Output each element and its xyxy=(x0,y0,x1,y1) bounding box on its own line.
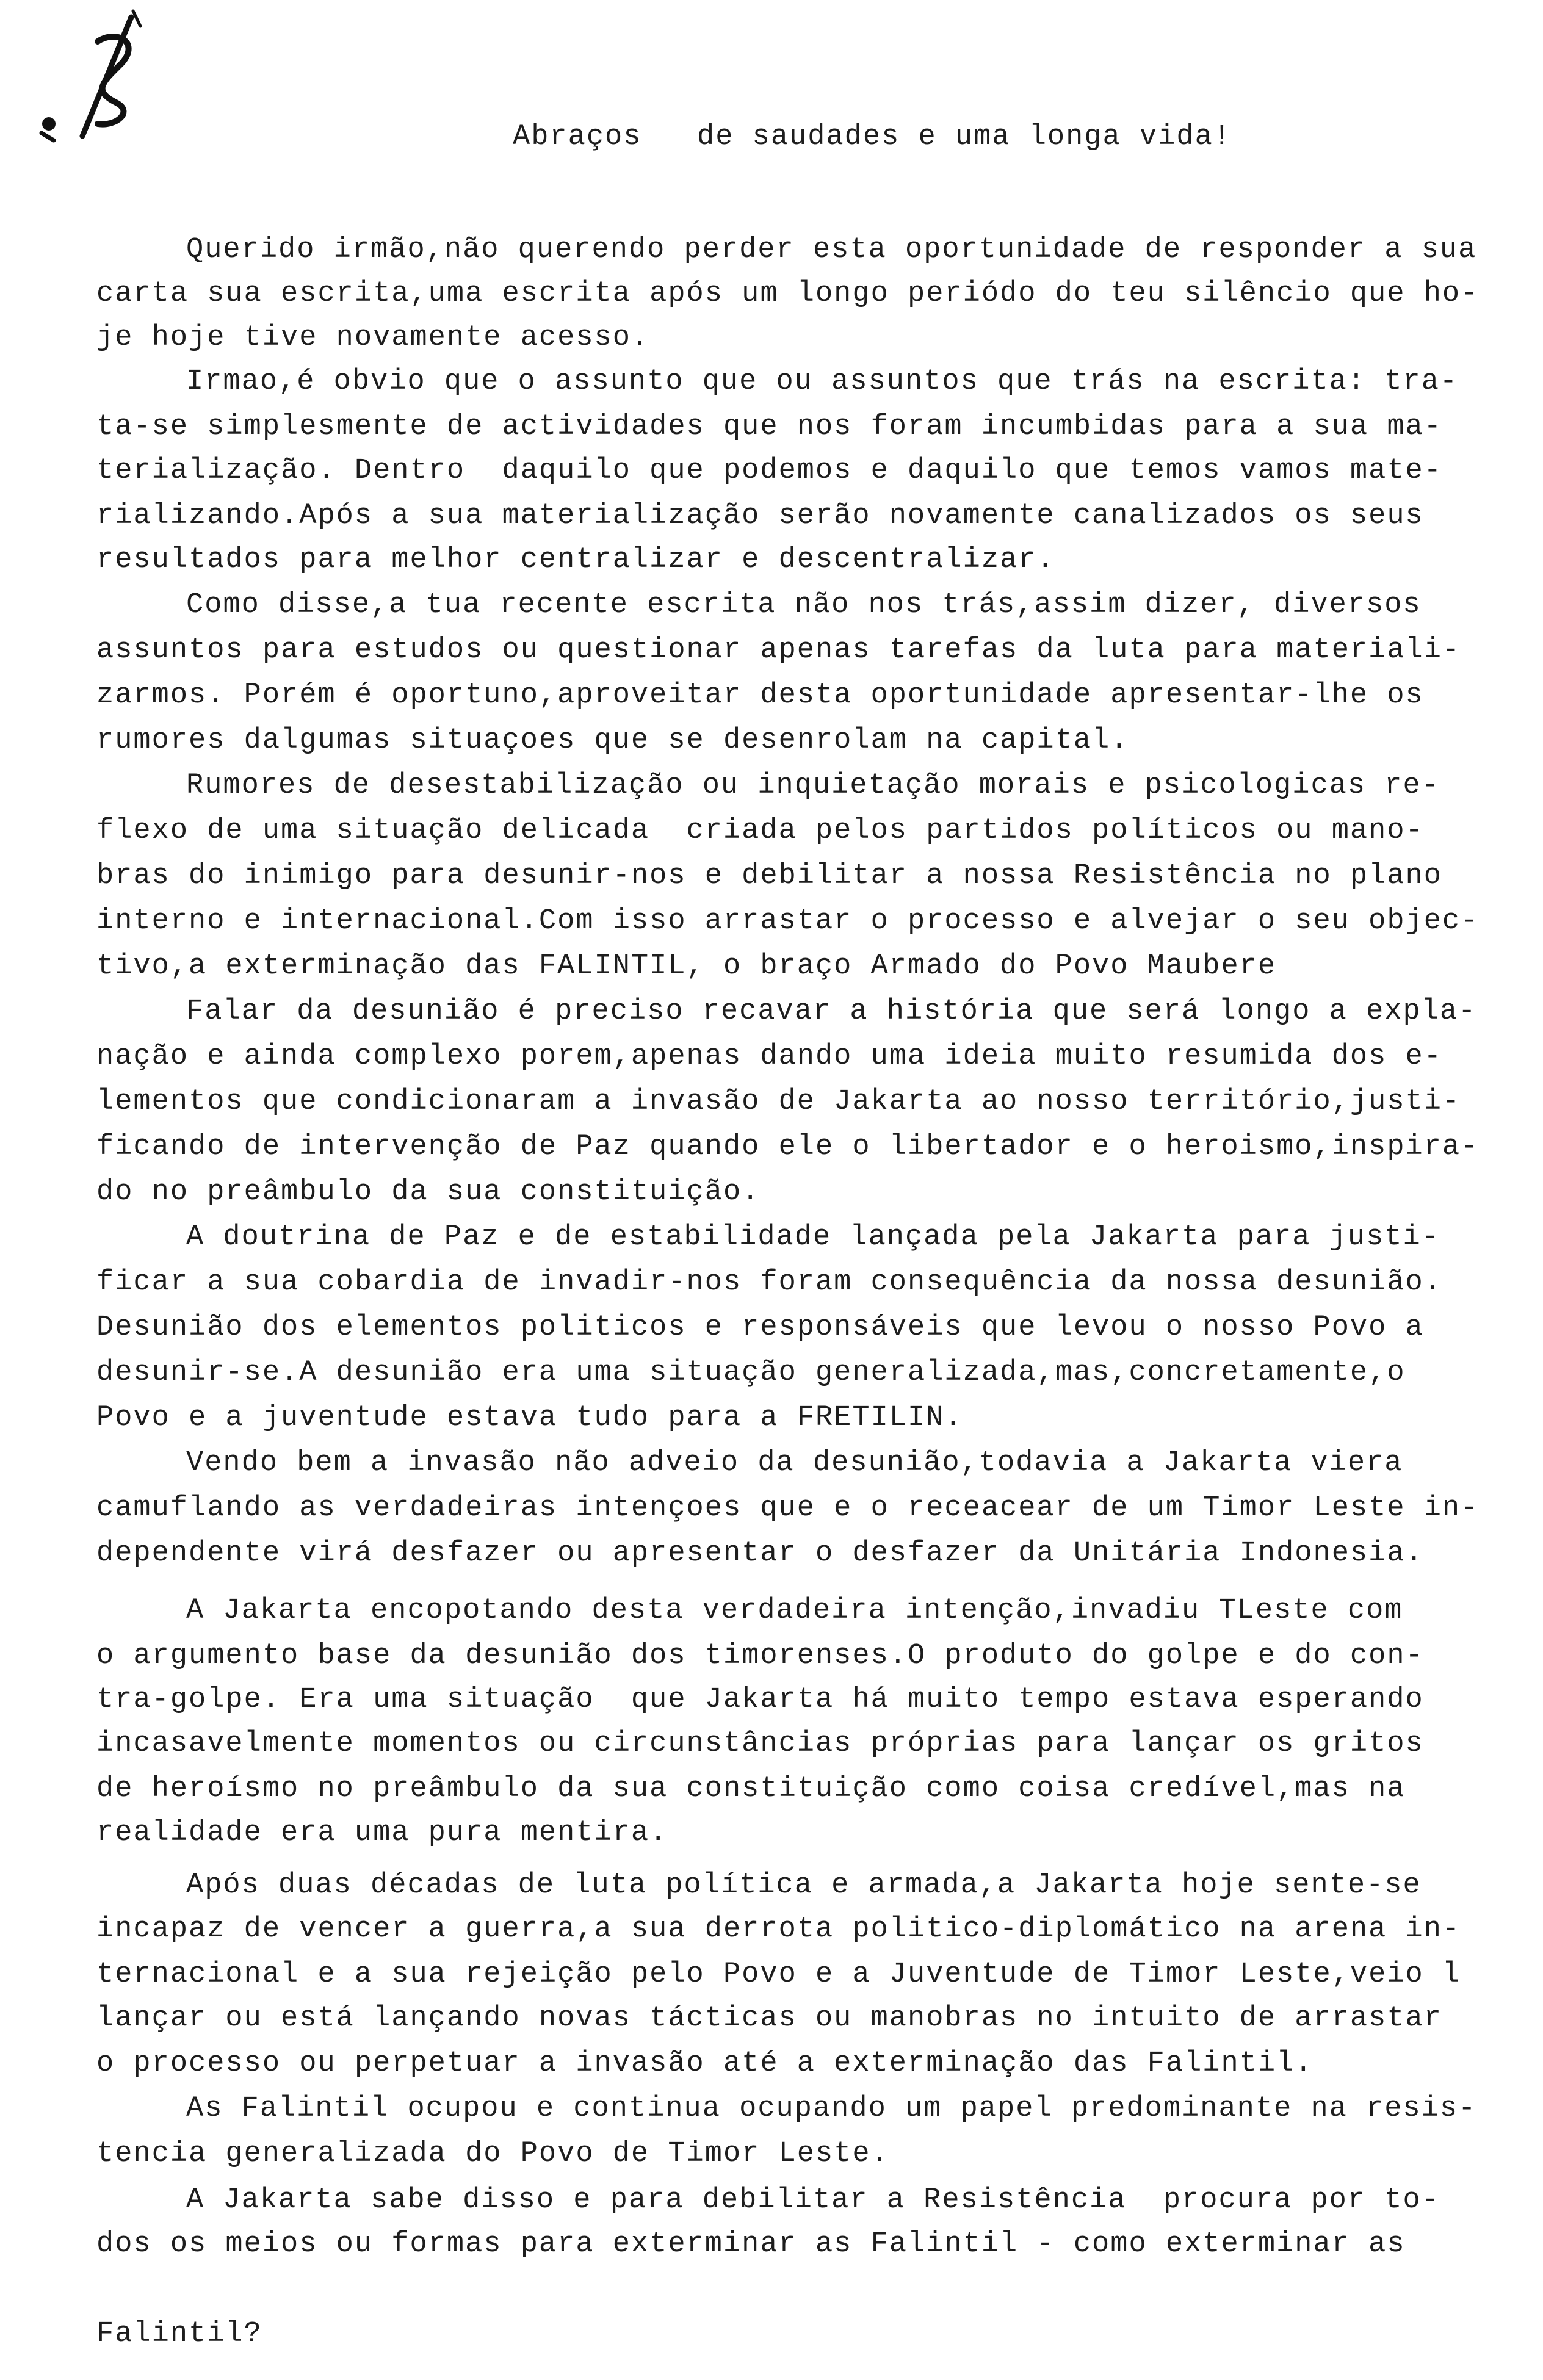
paragraph-line: carta sua escrita,uma escrita após um longo periódo do teu silêncio que ho- xyxy=(96,278,1480,310)
paragraph-line: rializando.Após a sua materialização serão novamente canalizados os seus xyxy=(96,500,1424,532)
paragraph-line: interno e internacional.Com isso arrastar o processo e alvejar o seu objec- xyxy=(96,905,1480,937)
paragraph-line: dos os meios ou formas para exterminar as Falintil - como exterminar as xyxy=(96,2228,1406,2260)
paragraph-line: incapaz de vencer a guerra,a sua derrota politico-diplomático na arena in- xyxy=(96,1913,1461,1945)
paragraph-line: zarmos. Porém é oportuno,aproveitar desta oportunidade apresentar-lhe os xyxy=(96,679,1424,712)
paragraph-line: dependente virá desfazer ou apresentar o desfazer da Unitária Indonesia. xyxy=(96,1537,1424,1570)
paragraph-line: Querido irmão,não querendo perder esta oportunidade de responder a sua xyxy=(186,234,1477,266)
paragraph-line: Desunião dos elementos politicos e responsáveis que levou o nosso Povo a xyxy=(96,1311,1424,1344)
paragraph-line: Vendo bem a invasão não adveio da desunião,todavia a Jakarta viera xyxy=(186,1447,1403,1479)
paragraph-line: desunir-se.A desunião era uma situação generalizada,mas,concretamente,o xyxy=(96,1357,1406,1389)
paragraph-line: resultados para melhor centralizar e descentralizar. xyxy=(96,544,1055,576)
paragraph-line: ficando de intervenção de Paz quando ele o libertador e o heroismo,inspira- xyxy=(96,1131,1480,1163)
paragraph-line: nação e ainda complexo porem,apenas dando uma ideia muito resumida dos e- xyxy=(96,1040,1442,1073)
paragraph-line: bras do inimigo para desunir-nos e debilitar a nossa Resistência no plano xyxy=(96,860,1442,892)
paragraph-line: rumores dalgumas situaçoes que se desenrolam na capital. xyxy=(96,724,1129,757)
paragraph-line: Povo e a juventude estava tudo para a FRETILIN. xyxy=(96,1402,963,1434)
paragraph-line: realidade era uma pura mentira. xyxy=(96,1817,668,1849)
paragraph-line: o processo ou perpetuar a invasão até a exterminação das Falintil. xyxy=(96,2047,1314,2080)
paragraph-line: Como disse,a tua recente escrita não nos trás,assim dizer, diversos xyxy=(186,589,1422,621)
paragraph-line: lançar ou está lançando novas tácticas ou manobras no intuito de arrastar xyxy=(96,2002,1442,2035)
paragraph-line: flexo de uma situação delicada criada pelos partidos políticos ou mano- xyxy=(96,815,1424,847)
handwritten-mark xyxy=(24,5,159,151)
paragraph-line: je hoje tive novamente acesso. xyxy=(96,322,650,354)
letter-heading: Abraços de saudades e uma longa vida! xyxy=(513,121,1232,153)
paragraph-line: incasavelmente momentos ou circunstâncias próprias para lançar os gritos xyxy=(96,1728,1424,1760)
paragraph-line: ficar a sua cobardia de invadir-nos foram consequência da nossa desunião. xyxy=(96,1266,1442,1299)
paragraph-line: Após duas décadas de luta política e armada,a Jakarta hoje sente-se xyxy=(186,1869,1422,1902)
paragraph-line: terialização. Dentro daquilo que podemos e daquilo que temos vamos mate- xyxy=(96,455,1442,487)
paragraph-line: ternacional e a sua rejeição pelo Povo e a Juventude de Timor Leste,veio l xyxy=(96,1958,1461,1991)
paragraph-line: lementos que condicionaram a invasão de Jakarta ao nosso território,justi- xyxy=(96,1086,1461,1118)
paragraph-line: ta-se simplesmente de actividades que nos foram incumbidas para a sua ma- xyxy=(96,411,1442,443)
paragraph-line: tencia generalizada do Povo de Timor Leste. xyxy=(96,2138,889,2170)
paragraph-line: A Jakarta encopotando desta verdadeira intenção,invadiu TLeste com xyxy=(186,1595,1403,1627)
paragraph-line: tra-golpe. Era uma situação que Jakarta há muito tempo estava esperando xyxy=(96,1684,1424,1716)
paragraph-line: Falar da desunião é preciso recavar a história que será longo a expla- xyxy=(186,995,1477,1028)
paragraph-line: de heroísmo no preâmbulo da sua constituição como coisa credível,mas na xyxy=(96,1773,1406,1805)
paragraph-line: assuntos para estudos ou questionar apenas tarefas da luta para materiali- xyxy=(96,634,1461,666)
paragraph-line: A Jakarta sabe disso e para debilitar a Resistência procura por to- xyxy=(186,2184,1440,2216)
paragraph-line: o argumento base da desunião dos timorenses.O produto do golpe e do con- xyxy=(96,1640,1424,1672)
paragraph-line: do no preâmbulo da sua constituição. xyxy=(96,1176,761,1208)
paragraph-line: A doutrina de Paz e de estabilidade lançada pela Jakarta para justi- xyxy=(186,1221,1440,1253)
paragraph-line: tivo,a exterminação das FALINTIL, o braço Armado do Povo Maubere xyxy=(96,950,1277,983)
paragraph-line: Irmao,é obvio que o assunto que ou assuntos que trás na escrita: tra- xyxy=(186,366,1459,398)
paragraph-line: camuflando as verdadeiras intençoes que e o receacear de um Timor Leste in- xyxy=(96,1492,1480,1524)
paragraph-line: Rumores de desestabilização ou inquietação morais e psicologicas re- xyxy=(186,770,1440,802)
closing-line: Falintil? xyxy=(96,2318,262,2350)
paragraph-line: As Falintil ocupou e continua ocupando um papel predominante na resis- xyxy=(186,2093,1477,2125)
